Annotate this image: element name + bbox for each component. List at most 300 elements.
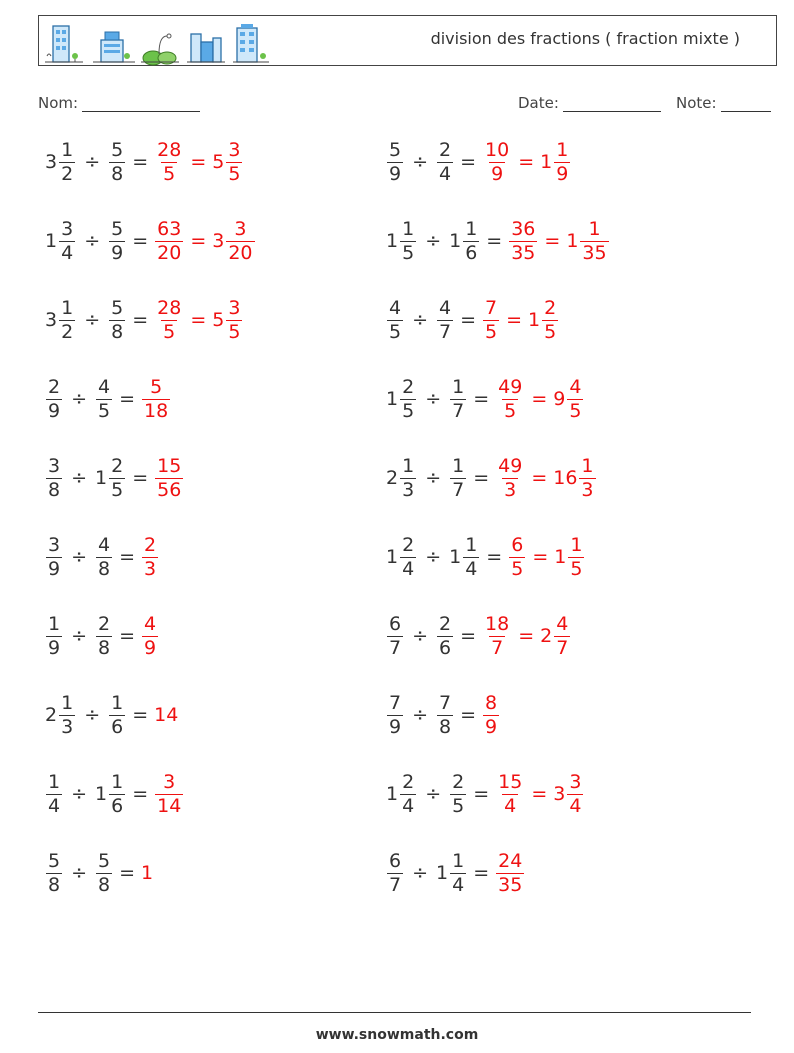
equals-sign: = [518, 151, 535, 173]
denominator: 4 [569, 794, 582, 817]
fraction [450, 850, 466, 897]
mixed-number [45, 613, 63, 660]
fraction [567, 376, 583, 423]
numerator: 1 [570, 533, 583, 556]
denominator: 4 [452, 873, 465, 896]
equals-sign: = [531, 388, 548, 410]
fraction [463, 534, 479, 581]
fraction [59, 692, 75, 739]
fraction [542, 297, 558, 344]
mixed-number [45, 692, 76, 739]
equals-sign: = [473, 783, 490, 805]
problem-item [386, 843, 525, 903]
mixed-number [108, 692, 126, 739]
mixed-number [45, 534, 63, 581]
date-blank[interactable] [563, 95, 661, 112]
whole-part: 1 [95, 783, 108, 805]
problem-item [45, 764, 184, 824]
fraction [568, 534, 584, 581]
numerator: 3 [569, 770, 582, 793]
numerator: 1 [465, 217, 478, 240]
date-field[interactable] [518, 94, 661, 112]
equals-sign: = [473, 862, 490, 884]
mixed-number [482, 139, 512, 186]
whole-part: 2 [45, 704, 58, 726]
whole-part: 1 [528, 309, 541, 331]
mixed-number [45, 376, 63, 423]
fraction [96, 534, 112, 581]
equals-sign: = [119, 862, 136, 884]
divide-sign: ÷ [412, 151, 429, 173]
denominator: 6 [465, 241, 478, 264]
denominator: 7 [452, 399, 465, 422]
problem-item [386, 606, 571, 666]
numerator: 3 [228, 138, 241, 161]
answer [154, 455, 184, 502]
fraction [226, 297, 242, 344]
denominator: 14 [157, 794, 182, 817]
numerator: 6 [511, 533, 524, 556]
mixed-number [154, 704, 179, 726]
answer [482, 692, 500, 739]
whole-part: 5 [212, 309, 225, 331]
fraction [450, 771, 466, 818]
fraction [437, 297, 453, 344]
whole-part: 3 [212, 230, 225, 252]
denominator: 9 [111, 241, 124, 264]
numerator: 3 [48, 454, 61, 477]
mixed-number [436, 850, 467, 897]
denominator: 8 [98, 636, 111, 659]
fraction [387, 297, 403, 344]
mixed-number [212, 218, 255, 265]
denominator: 5 [452, 794, 465, 817]
numerator: 1 [61, 296, 74, 319]
fraction [142, 613, 158, 660]
numerator: 2 [439, 138, 452, 161]
divide-sign: ÷ [425, 783, 442, 805]
whole-part: 2 [386, 467, 399, 489]
equals-sign: = [190, 309, 207, 331]
problem-item [386, 448, 597, 508]
denominator: 5 [111, 478, 124, 501]
answer [495, 455, 596, 502]
fraction [437, 139, 453, 186]
numerator: 4 [144, 612, 157, 635]
fraction [155, 297, 183, 344]
problem-item [386, 290, 559, 350]
footer-divider [38, 1012, 751, 1013]
denominator: 7 [491, 636, 504, 659]
numerator: 4 [98, 375, 111, 398]
mixed-number [108, 297, 126, 344]
fraction [483, 692, 499, 739]
mixed-number [386, 771, 417, 818]
problem-item [45, 606, 159, 666]
problem-item [386, 685, 500, 745]
mixed-number [528, 297, 559, 344]
mixed-number [45, 218, 76, 265]
divide-sign: ÷ [84, 309, 101, 331]
whole-part: 1 [45, 230, 58, 252]
divide-sign: ÷ [71, 783, 88, 805]
mixed-number [495, 455, 525, 502]
denominator: 9 [485, 715, 498, 738]
denominator: 8 [111, 320, 124, 343]
numerator: 49 [498, 454, 523, 477]
denominator: 5 [485, 320, 498, 343]
fraction [567, 771, 583, 818]
mixed-number [436, 297, 454, 344]
denominator: 35 [582, 241, 607, 264]
numerator: 8 [485, 691, 498, 714]
numerator: 5 [111, 296, 124, 319]
divide-sign: ÷ [412, 862, 429, 884]
numerator: 1 [452, 849, 465, 872]
fraction [387, 692, 403, 739]
numerator: 24 [498, 849, 523, 872]
numerator: 4 [556, 612, 569, 635]
equals-sign: = [119, 388, 136, 410]
mixed-number [386, 455, 417, 502]
numerator: 2 [111, 454, 124, 477]
numerator: 1 [588, 217, 601, 240]
park-icon [141, 34, 179, 65]
fraction [109, 455, 125, 502]
fraction [109, 771, 125, 818]
problem-item [45, 448, 184, 508]
mixed-number [386, 218, 417, 265]
divide-sign: ÷ [71, 625, 88, 647]
date-label: Date: [518, 94, 559, 112]
mixed-number [436, 692, 454, 739]
numerator: 36 [511, 217, 536, 240]
fraction [59, 297, 75, 344]
denominator: 3 [144, 557, 157, 580]
mixed-number [386, 534, 417, 581]
numerator: 4 [389, 296, 402, 319]
mixed-number [449, 771, 467, 818]
fraction [387, 139, 403, 186]
building-icon [233, 24, 269, 62]
denominator: 8 [48, 873, 61, 896]
fraction [554, 613, 570, 660]
equals-sign: = [190, 151, 207, 173]
whole-part: 1 [386, 388, 399, 410]
denominator: 5 [544, 320, 557, 343]
fraction [226, 218, 254, 265]
fraction [155, 455, 183, 502]
mixed-number [508, 534, 526, 581]
numerator: 6 [389, 849, 402, 872]
equals-sign: = [486, 546, 503, 568]
fraction [109, 692, 125, 739]
numerator: 2 [439, 612, 452, 635]
numerator: 3 [61, 217, 74, 240]
numerator: 15 [157, 454, 182, 477]
denominator: 5 [569, 399, 582, 422]
city-icon [187, 34, 225, 62]
mixed-number [495, 771, 525, 818]
fraction [142, 534, 158, 581]
divide-sign: ÷ [412, 625, 429, 647]
numerator: 2 [452, 770, 465, 793]
divide-sign: ÷ [84, 704, 101, 726]
mixed-number [482, 692, 500, 739]
mixed-number [386, 376, 417, 423]
fraction [226, 139, 242, 186]
equals-sign: = [132, 230, 149, 252]
mixed-number [386, 692, 404, 739]
mixed-number [386, 297, 404, 344]
denominator: 4 [465, 557, 478, 580]
denominator: 7 [452, 478, 465, 501]
answer [154, 297, 243, 344]
mixed-number [95, 376, 113, 423]
fraction [496, 771, 524, 818]
mixed-number [141, 862, 154, 884]
problem-item [386, 132, 571, 192]
equals-sign: = [460, 625, 477, 647]
numerator: 1 [111, 770, 124, 793]
problem-item [386, 369, 584, 429]
whole-part: 3 [553, 783, 566, 805]
problem-item [45, 132, 243, 192]
fraction [46, 534, 62, 581]
fraction [496, 376, 524, 423]
denominator: 6 [111, 794, 124, 817]
numerator: 5 [111, 217, 124, 240]
equals-sign: = [486, 230, 503, 252]
fraction [554, 139, 570, 186]
answer [141, 613, 159, 660]
whole-part: 1 [449, 230, 462, 252]
mixed-number [95, 534, 113, 581]
building-icon [93, 32, 135, 62]
denominator: 9 [491, 162, 504, 185]
denominator: 3 [61, 715, 74, 738]
problem-item [45, 527, 159, 587]
denominator: 5 [402, 399, 415, 422]
denominator: 56 [157, 478, 182, 501]
divide-sign: ÷ [425, 546, 442, 568]
whole-part: 5 [212, 151, 225, 173]
mixed-number [141, 534, 159, 581]
numerator: 1 [465, 533, 478, 556]
denominator: 5 [570, 557, 583, 580]
fraction [509, 534, 525, 581]
building-icon [45, 26, 83, 62]
mixed-number [566, 218, 609, 265]
fraction [400, 534, 416, 581]
mixed-number [386, 613, 404, 660]
denominator: 8 [48, 478, 61, 501]
whole-part: 2 [540, 625, 553, 647]
fraction [96, 850, 112, 897]
numerator: 4 [98, 533, 111, 556]
numerator: 28 [157, 138, 182, 161]
numerator: 1 [402, 454, 415, 477]
fraction [387, 850, 403, 897]
numerator: 63 [157, 217, 182, 240]
score-blank[interactable] [721, 95, 771, 112]
numerator: 1 [556, 138, 569, 161]
fraction [96, 613, 112, 660]
answer [508, 534, 585, 581]
fraction [46, 613, 62, 660]
mixed-number [436, 613, 454, 660]
score-field[interactable] [676, 94, 771, 112]
divide-sign: ÷ [412, 309, 429, 331]
fraction [400, 218, 416, 265]
divide-sign: ÷ [71, 862, 88, 884]
mixed-number [154, 455, 184, 502]
denominator: 9 [389, 162, 402, 185]
mixed-number [495, 376, 525, 423]
denominator: 4 [504, 794, 517, 817]
answer [154, 218, 255, 265]
mixed-number [449, 455, 467, 502]
numerator: 4 [569, 375, 582, 398]
numerator: 1 [61, 691, 74, 714]
denominator: 7 [556, 636, 569, 659]
name-blank[interactable] [82, 95, 200, 112]
answer [482, 613, 571, 660]
denominator: 5 [389, 320, 402, 343]
equals-sign: = [132, 704, 149, 726]
mixed-number [449, 376, 467, 423]
fraction [483, 297, 499, 344]
fraction [59, 139, 75, 186]
equals-sign: = [473, 467, 490, 489]
problem-item [386, 527, 585, 587]
answer [508, 218, 609, 265]
numerator: 5 [98, 849, 111, 872]
denominator: 4 [61, 241, 74, 264]
divide-sign: ÷ [84, 151, 101, 173]
numerator: 2 [98, 612, 111, 635]
equals-sign: = [132, 467, 149, 489]
whole-part: 1 [95, 467, 108, 489]
denominator: 8 [439, 715, 452, 738]
numerator: 3 [234, 217, 247, 240]
problem-item [386, 764, 584, 824]
fraction [400, 455, 416, 502]
denominator: 5 [163, 162, 176, 185]
whole-part: 3 [45, 151, 58, 173]
mixed-number [108, 218, 126, 265]
numerator: 10 [485, 138, 510, 161]
numerator: 6 [389, 612, 402, 635]
denominator: 9 [389, 715, 402, 738]
denominator: 5 [98, 399, 111, 422]
name-field[interactable] [38, 94, 200, 112]
fraction [509, 218, 537, 265]
fraction [155, 139, 183, 186]
divide-sign: ÷ [425, 467, 442, 489]
mixed-number [553, 376, 584, 423]
numerator: 2 [544, 296, 557, 319]
mixed-number [154, 139, 184, 186]
fraction [46, 771, 62, 818]
answer [482, 297, 559, 344]
mixed-number [482, 613, 512, 660]
fraction [46, 850, 62, 897]
denominator: 9 [48, 557, 61, 580]
header-illustration [43, 20, 273, 66]
equals-sign: = [506, 309, 523, 331]
denominator: 3 [504, 478, 517, 501]
equals-sign: = [531, 783, 548, 805]
equals-sign: = [460, 151, 477, 173]
fraction [46, 376, 62, 423]
denominator: 5 [228, 320, 241, 343]
whole-part: 1 [386, 546, 399, 568]
mixed-number [45, 771, 63, 818]
problem-item [45, 843, 154, 903]
score-label: Note: [676, 94, 717, 112]
footer-url: www.snowmath.com [315, 1027, 479, 1043]
worksheet-title: division des fractions ( fraction mixte ) [430, 29, 740, 48]
numerator: 3 [48, 533, 61, 556]
numerator: 2 [144, 533, 157, 556]
mixed-number [45, 455, 63, 502]
mixed-number [553, 455, 596, 502]
equals-sign: = [460, 309, 477, 331]
denominator: 35 [498, 873, 523, 896]
fraction [579, 455, 595, 502]
numerator: 7 [389, 691, 402, 714]
equals-sign: = [132, 783, 149, 805]
problem-item [45, 685, 179, 745]
divide-sign: ÷ [425, 388, 442, 410]
numerator: 2 [48, 375, 61, 398]
mixed-number [212, 297, 243, 344]
answer [154, 704, 179, 726]
equals-sign: = [518, 625, 535, 647]
denominator: 7 [389, 873, 402, 896]
equals-sign: = [119, 625, 136, 647]
numerator: 2 [402, 533, 415, 556]
denominator: 9 [556, 162, 569, 185]
answer [141, 862, 154, 884]
numerator: 1 [48, 770, 61, 793]
numerator: 1 [48, 612, 61, 635]
equals-sign: = [473, 388, 490, 410]
denominator: 8 [98, 557, 111, 580]
numerator: 2 [402, 375, 415, 398]
mixed-number [540, 139, 571, 186]
numerator: 1 [452, 375, 465, 398]
denominator: 18 [144, 399, 169, 422]
mixed-number [212, 139, 243, 186]
mixed-number [482, 297, 500, 344]
fraction [483, 613, 511, 660]
problem-item [45, 290, 243, 350]
fraction [59, 218, 75, 265]
mixed-number [108, 139, 126, 186]
mixed-number [553, 771, 584, 818]
equals-sign: = [190, 230, 207, 252]
divide-sign: ÷ [71, 467, 88, 489]
mixed-number [495, 850, 525, 897]
denominator: 7 [389, 636, 402, 659]
numerator: 15 [498, 770, 523, 793]
numerator: 49 [498, 375, 523, 398]
denominator: 4 [48, 794, 61, 817]
numerator: 28 [157, 296, 182, 319]
denominator: 4 [402, 557, 415, 580]
